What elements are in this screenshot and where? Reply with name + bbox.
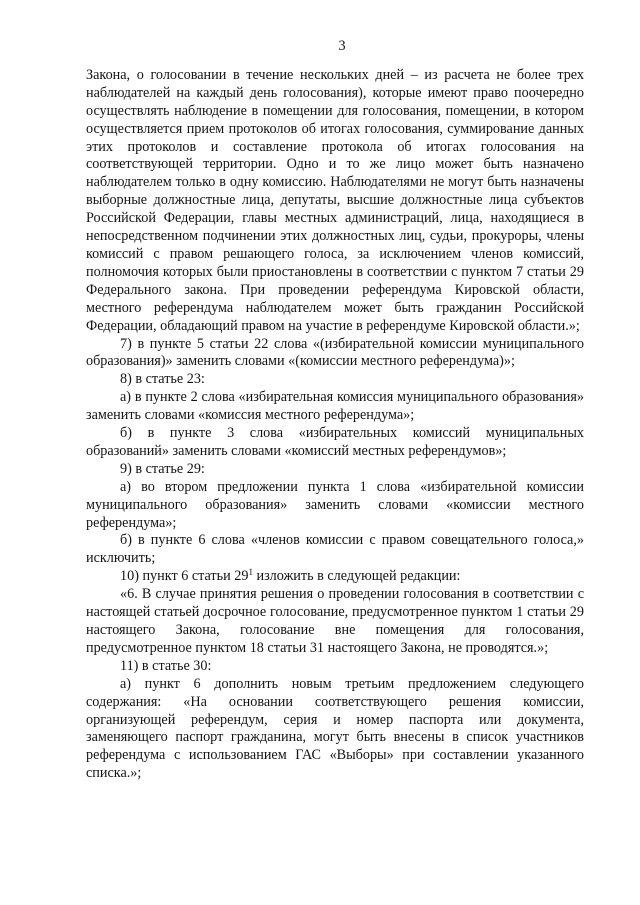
paragraph-item-8: 8) в статье 23:	[120, 371, 205, 388]
paragraph-item-8a: а) в пункте 2 слова «избирательная комиссия муниципального образования» заменить словами «комиссия местного референдума»;	[86, 389, 584, 424]
paragraph-item-9b: б) в пункте 6 слова «членов комиссии с правом совещательного голоса,» исключить;	[86, 532, 584, 567]
paragraph-item-9a: а) во втором предложении пункта 1 слова «избирательной комиссии муниципального образования» заменить словами «комиссии местного референдума»;	[86, 478, 584, 531]
paragraph-item-7: 7) в пункте 5 статьи 22 слова «(избирательной комиссии муниципального образования)» заменить словами «(комиссии местного референдума)»;	[86, 335, 584, 370]
page-number: 3	[338, 38, 346, 54]
superscript-marker: 1	[248, 567, 253, 578]
paragraph-item-9: 9) в статье 29:	[120, 460, 205, 477]
paragraph-quote-6: «6. В случае принятия решения о проведении голосования в соответствии с настоящей статьей досрочное голосование, предусмотренное пунктом 1 статьи 29 настоящего Закона, голосование вне помещения для голосования, предусмотренное пунктом 18 статьи 31 настоящего Закона, не проводятся.»;	[86, 586, 584, 656]
paragraph-observers: Закона, о голосовании в течение нескольких дней – из расчета не более трех наблюдателей на каждый день голосования), которые имеют право поочередно осуществлять наблюдение в помещении для голосования, помещении, в котором осуществляется прием протоколов об итогах голосования, суммирование данных этих протоколов и составление протокола об итогах голосования на соответствующей территории. Одно и то же лицо может быть назначено наблюдателем только в одну комиссию. Наблюдателями не могут быть назначены выборные должностные лица, депутаты, высшие должностные лица субъектов Российской Федерации, главы местных администраций, лица, находящиеся в непосредственном подчинении этих должностных лиц, судьи, прокуроры, члены комиссий с правом решающего голоса, за исключением членов комиссий, полномочия которых были приостановлены в соответствии с пунктом 7 статьи 29 Федерального закона. При проведении референдума Кировской области, местного референдума наблюдателем может быть гражданин Российской Федерации, обладающий правом на участие в референдуме Кировской области.»;	[86, 66, 584, 334]
paragraph-item-11: 11) в статье 30:	[120, 657, 212, 674]
paragraph-item-10-tail: изложить в следующей редакции:	[252, 568, 461, 585]
paragraph-item-10-text: 10) пункт 6 статьи 29	[120, 568, 249, 585]
paragraph-item-10	[86, 568, 584, 586]
paragraph-item-11a: а) пункт 6 дополнить новым третьим предложением следующего содержания: «На основании соответствующего решения комиссии, организующей референдум, серия и номер паспорта или документа, заменяющего паспорт гражданина, могут быть внесены в список участников референдума с использованием ГАС «Выборы» при составлении указанного списка.»;	[86, 675, 584, 782]
paragraph-item-8b: б) в пункте 3 слова «избирательных комиссий муниципальных образований» заменить словами «комиссий местных референдумов»;	[86, 425, 584, 459]
